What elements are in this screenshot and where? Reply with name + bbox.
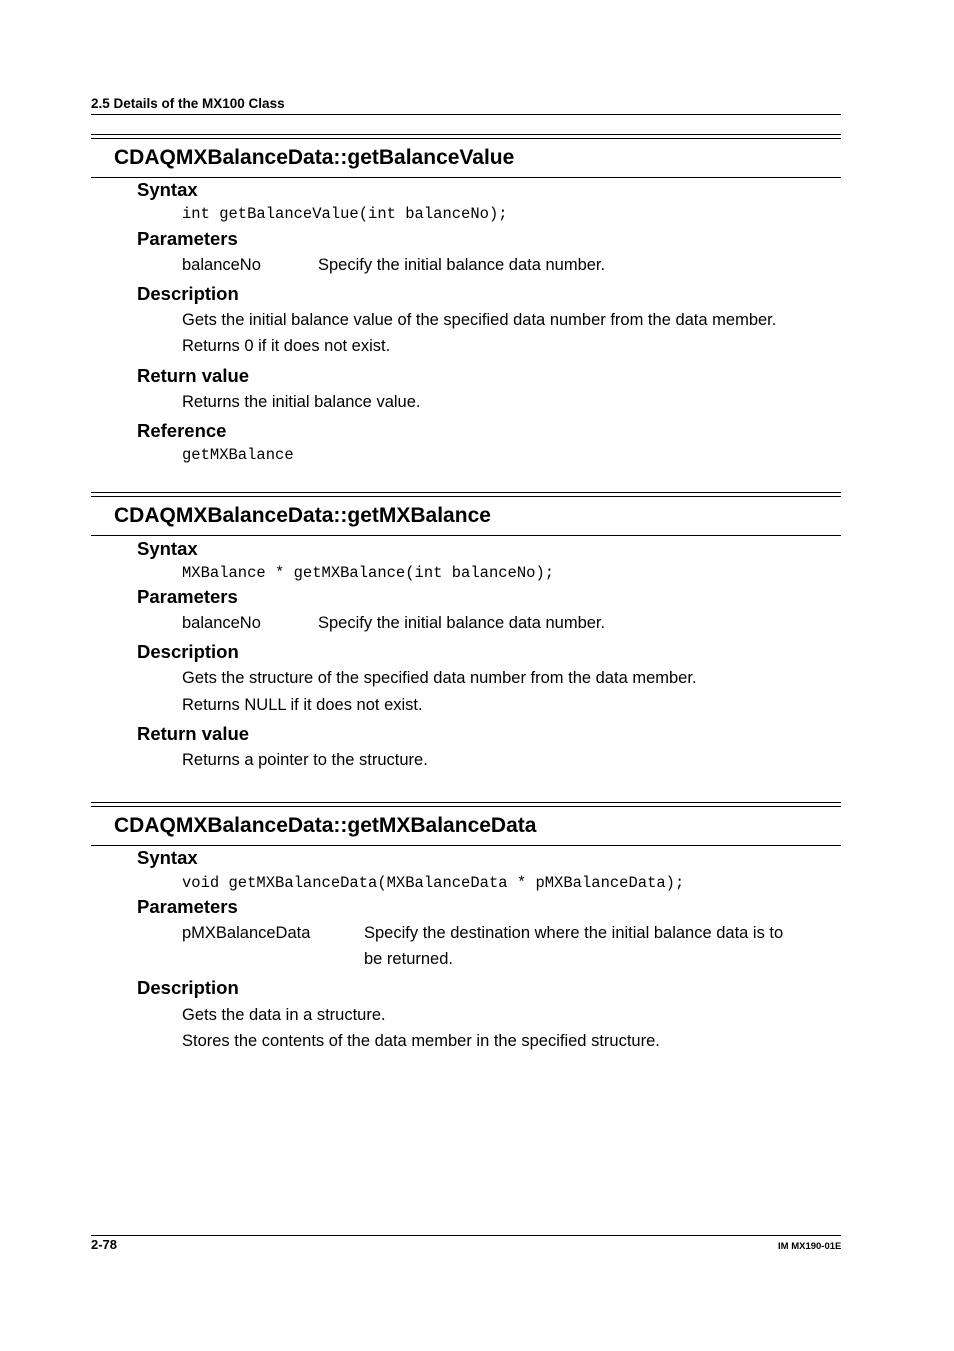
description-line: Gets the data in a structure. (182, 1006, 386, 1024)
return-value-heading: Return value (137, 365, 250, 386)
section-title-rule (91, 535, 841, 536)
return-value-text: Returns a pointer to the structure. (182, 751, 428, 769)
section-rule-top (91, 496, 841, 497)
section-rule-top (91, 806, 841, 807)
description-heading: Description (137, 283, 239, 304)
return-value-heading: Return value (137, 723, 250, 744)
description-heading: Description (137, 641, 239, 662)
param-description: Specify the initial balance data number. (318, 256, 606, 274)
reference-heading: Reference (137, 420, 227, 441)
return-value-text: Returns the initial balance value. (182, 393, 421, 411)
page-number: 2-78 (91, 1237, 118, 1252)
syntax-heading: Syntax (137, 179, 198, 200)
syntax-code: void getMXBalanceData(MXBalanceData * pMXBalanceData); (182, 874, 685, 892)
param-description: be returned. (364, 950, 453, 968)
footer-rule (91, 1235, 841, 1236)
param-name: pMXBalanceData (182, 924, 311, 942)
document-id: IM MX190-01E (778, 1241, 842, 1252)
param-name: balanceNo (182, 614, 261, 632)
syntax-heading: Syntax (137, 538, 198, 559)
parameters-heading: Parameters (137, 896, 238, 917)
section-rule-top (91, 492, 841, 493)
section-title-rule (91, 845, 841, 846)
section-rule-top (91, 138, 841, 139)
section-title-rule (91, 177, 841, 178)
syntax-code: MXBalance * getMXBalance(int balanceNo); (182, 564, 555, 582)
description-line: Stores the contents of the data member in the specified structure. (182, 1032, 660, 1050)
param-description: Specify the initial balance data number. (318, 614, 606, 632)
section-rule-top (91, 802, 841, 803)
parameters-heading: Parameters (137, 228, 238, 249)
syntax-heading: Syntax (137, 847, 198, 868)
header-rule (91, 114, 841, 115)
section-rule-top (91, 134, 841, 135)
syntax-code: int getBalanceValue(int balanceNo); (182, 205, 508, 223)
section-title: CDAQMXBalanceData::getMXBalance (114, 504, 491, 527)
param-description: Specify the destination where the initial balance data is to (364, 924, 784, 942)
description-line: Gets the structure of the specified data number from the data member. (182, 669, 697, 687)
section-title: CDAQMXBalanceData::getMXBalanceData (114, 814, 537, 837)
description-heading: Description (137, 977, 239, 998)
parameters-heading: Parameters (137, 586, 238, 607)
section-title: CDAQMXBalanceData::getBalanceValue (114, 146, 515, 169)
reference-link: getMXBalance (182, 446, 294, 464)
running-header: 2.5 Details of the MX100 Class (91, 96, 285, 111)
description-line: Gets the initial balance value of the specified data number from the data member. (182, 311, 777, 329)
description-line: Returns 0 if it does not exist. (182, 337, 391, 355)
param-name: balanceNo (182, 256, 261, 274)
description-line: Returns NULL if it does not exist. (182, 696, 423, 714)
